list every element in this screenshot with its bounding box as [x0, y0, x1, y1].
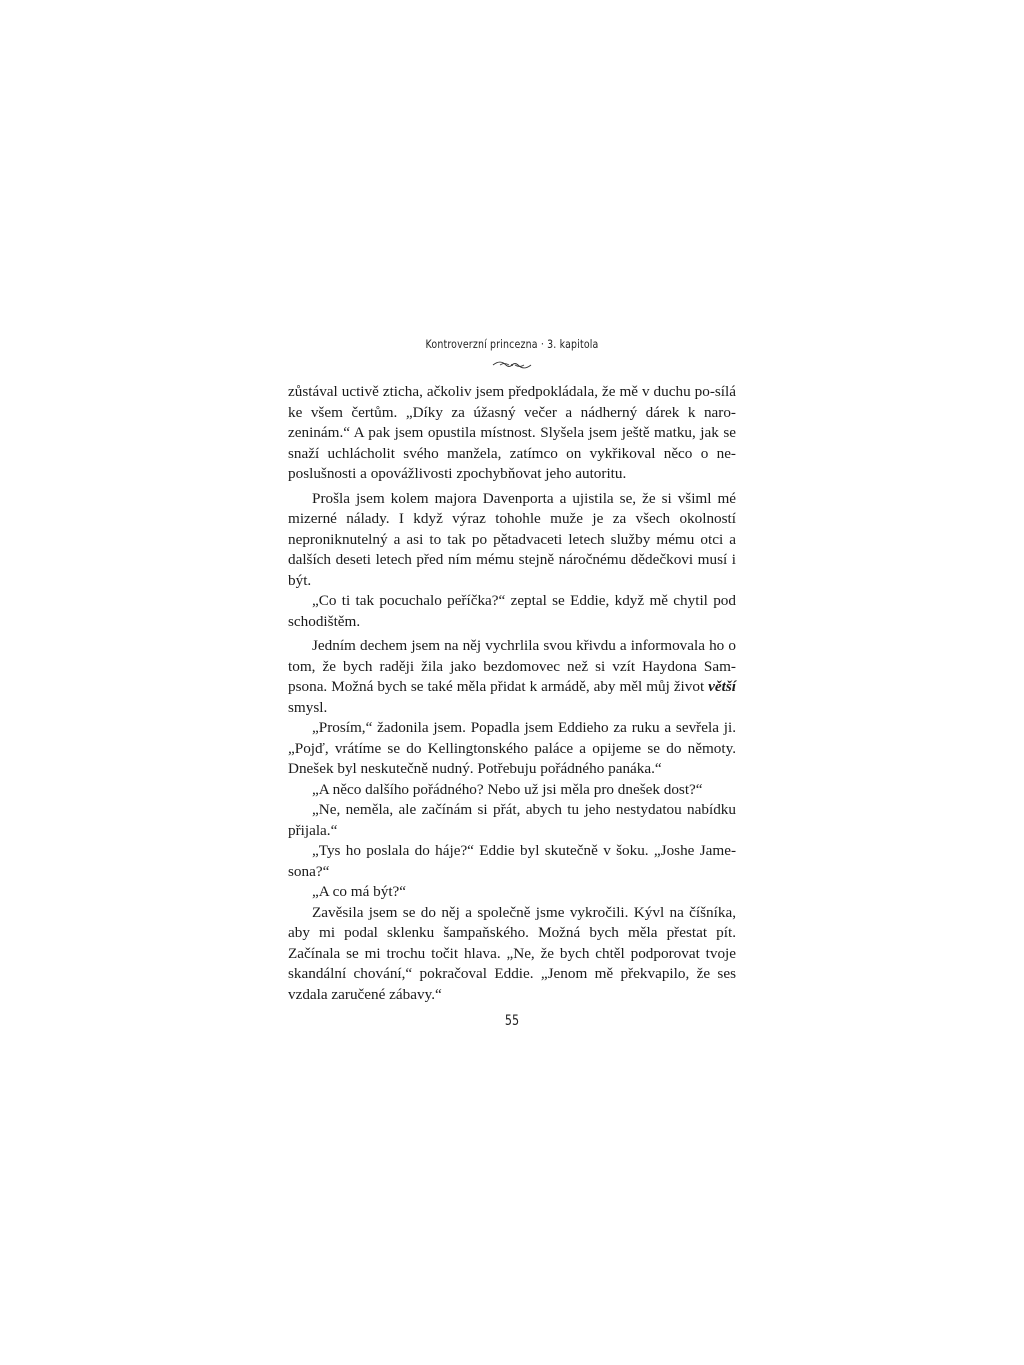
paragraph: „Co ti tak pocuchalo peříčka?“ zeptal se Eddie, když mě chytil pod schodištěm.	[288, 592, 736, 630]
paragraph-text: smysl.	[288, 698, 328, 716]
paragraph: „Prosím,“ žadonila jsem. Popadla jsem Eddieho za ruku a sevřela ji. „Pojď, vrátíme se do Kellingtonského paláce a opijeme se do němoty. Dnešek byl neskutečně nudný. Potřebuju pořádného panáka.“	[288, 719, 736, 777]
running-head: Kontroverzní princezna · 3. kapitola	[425, 337, 599, 351]
paragraph: Prošla jsem kolem majora Davenporta a ujistila se, že si všiml mé mizerné nálady. I když výraz tohohle muže je za všech okolností neproniknutelný a asi to tak po pětadvaceti letech služby mému otci a dalších deseti letech před ním mému stejně náročnému dědečkovi musí i být.	[288, 489, 736, 589]
paragraph: „Tys ho poslala do háje?“ Eddie byl skutečně v šoku. „Joshe Jame-sona?“	[288, 842, 736, 880]
body-text	[288, 382, 736, 1005]
paragraph: Zavěsila jsem se do něj a společně jsme vykročili. Kývl na číšníka, aby mi podal sklenku šampaňského. Možná bych měla přestat pít. Začínala se mi trochu točit hlava. „Ne, že bych chtěl podporovat tvoje skandální chování,“ pokračoval Eddie. „Jenom mě překvapilo, že ses vzdala zaručené zábavy.“	[288, 903, 736, 1003]
flourish-ornament-icon	[492, 360, 532, 370]
paragraph: zůstával uctivě zticha, ačkoliv jsem předpokládala, že mě v duchu po-sílá ke všem čertům. „Díky za úžasný večer a nádherný dárek k naro-zeninám.“ A pak jsem opustila místnost. Slyšela jsem ještě matku, jak se snaží uchlácholit svého manžela, zatímco on vykřikoval něco o ne-poslušnosti a opovážlivosti zpochybňovat jeho autoritu.	[288, 383, 736, 482]
paragraph: „Ne, neměla, ale začínám si přát, abych tu jeho nestydatou nabídku přijala.“	[288, 801, 736, 839]
paragraph	[288, 636, 736, 718]
emphasis-text: větší	[708, 678, 736, 695]
paragraph: „A co má být?“	[312, 883, 407, 900]
paragraph-text: Jedním dechem jsem na něj vychrlila svou křivdu a informovala ho o tom, že bych raději žila jako bezdomovec než si vzít Haydona Sam-psona. Možná bych se také měla přidat k armádě, aby měl můj život	[288, 637, 736, 695]
page-number: 55	[504, 1013, 520, 1029]
paragraph: „A něco dalšího pořádného? Nebo už jsi měla pro dnešek dost?“	[312, 780, 703, 798]
